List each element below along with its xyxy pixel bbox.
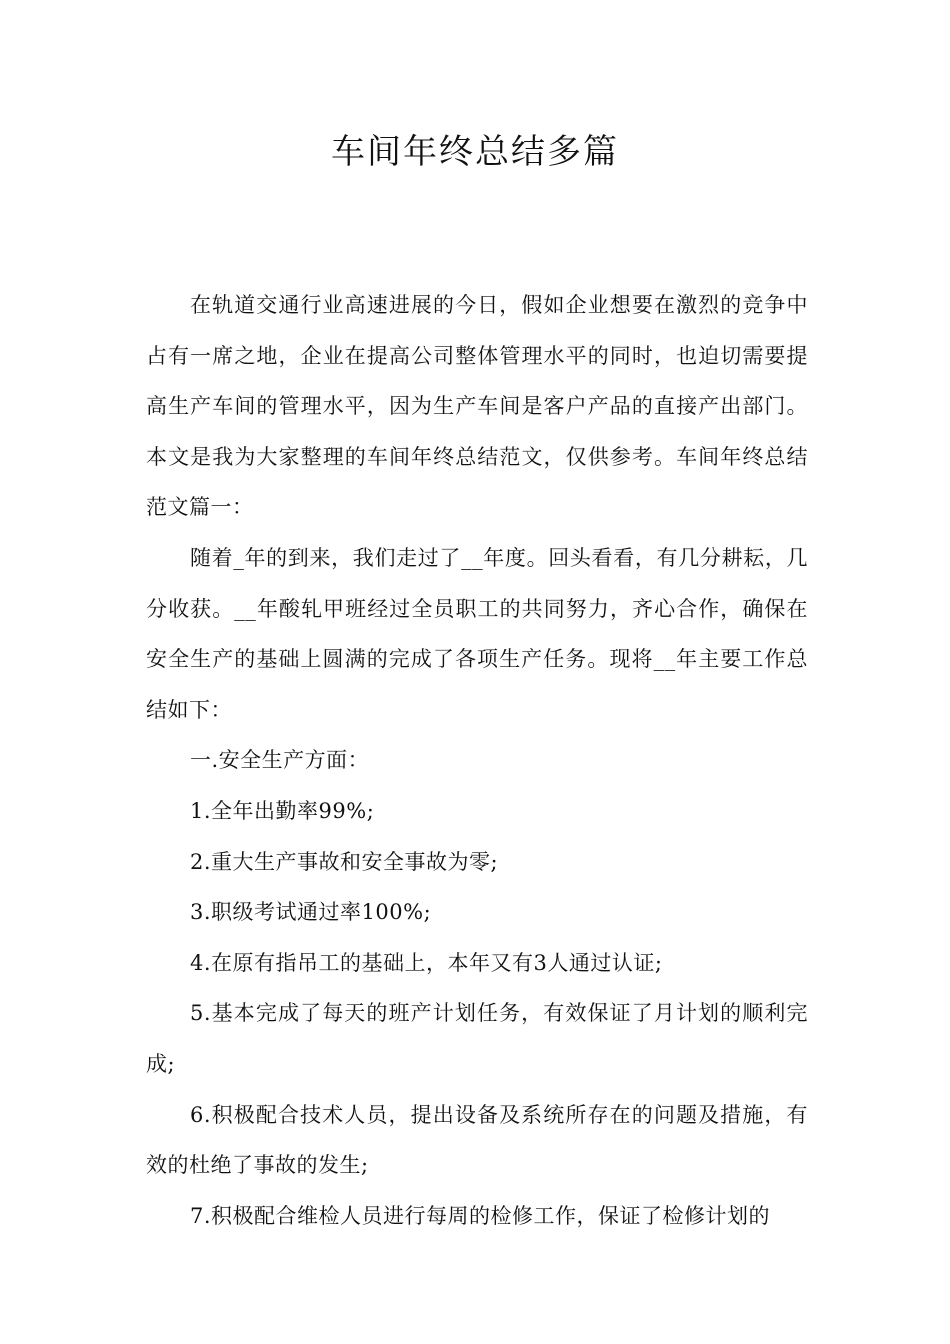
document-title: 车间年终总结多篇 — [331, 132, 619, 172]
list-item-accidents: 2.重大生产事故和安全事故为零; — [190, 849, 499, 874]
list-item-maintenance: 7.积极配合维检人员进行每周的检修工作，保证了检修计划的 — [190, 1203, 771, 1228]
section-heading-safety: 一.安全生产方面： — [190, 748, 370, 773]
paragraph-intro: 在轨道交通行业高速进展的今日，假如企业想要在激烈的竞争中占有一席之地，企业在提高公司整体管理水平的同时，也迫切需要提高生产车间的管理水平，因为生产车间是客户产品的直接产出部门。本文是我为大家整理的车间年终总结范文，仅供参考。车间年终总结范文篇一： — [146, 293, 808, 520]
document-body — [146, 280, 808, 1241]
list-item-technical-cooperation: 6.积极配合技术人员，提出设备及系统所存在的问题及措施，有效的杜绝了事故的发生; — [146, 1102, 808, 1178]
paragraph-overview: 随着_年的到来，我们走过了__年度。回头看看，有几分耕耘，几分收获。__年酸轧甲班经过全员职工的共同努力，齐心合作，确保在安全生产的基础上圆满的完成了各项生产任务。现将__年主要工作总结如下： — [146, 545, 808, 722]
list-item-certification: 4.在原有指吊工的基础上，本年又有3人通过认证; — [190, 950, 663, 975]
list-item-attendance: 1.全年出勤率99%; — [190, 798, 375, 823]
list-item-production-plan: 5.基本完成了每天的班产计划任务，有效保证了月计划的顺利完成; — [146, 1001, 808, 1076]
list-item-exam-pass-rate: 3.职级考试通过率100%; — [190, 900, 432, 925]
